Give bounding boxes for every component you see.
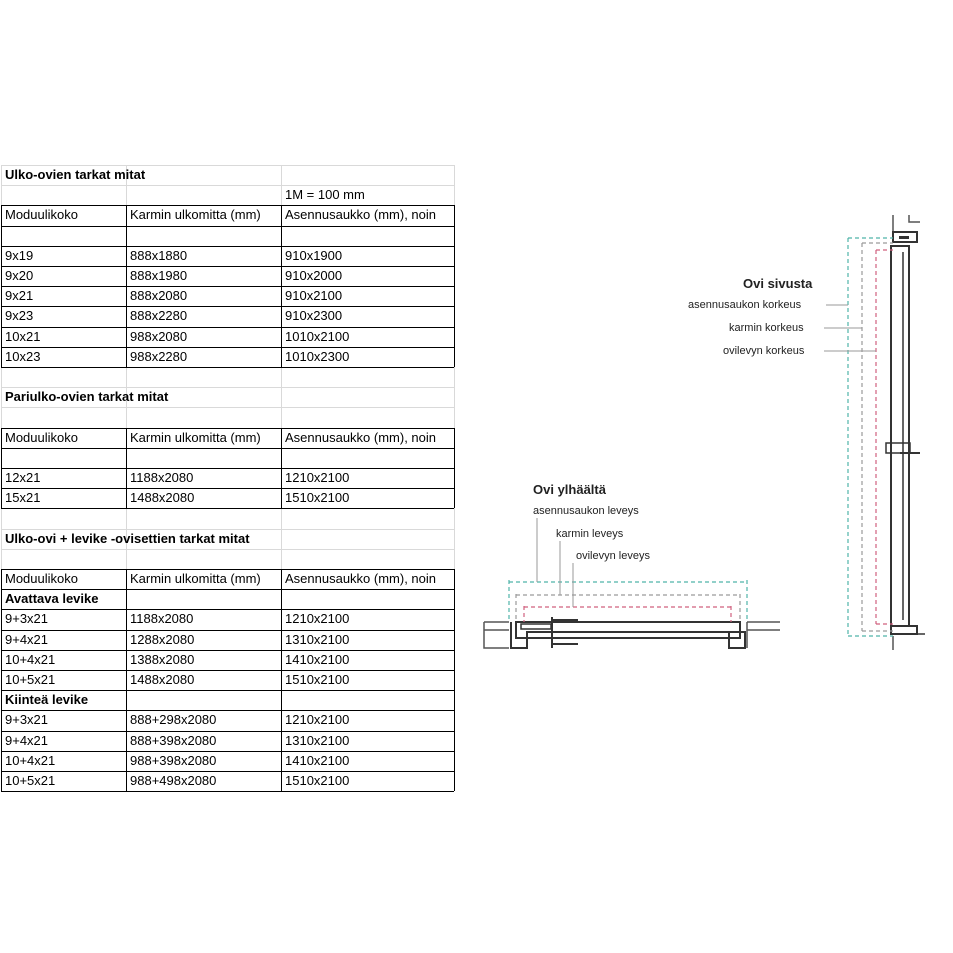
top-view-label-opening-width: asennusaukon leveys [533,505,639,517]
cell-opening-size: 1310x2100 [285,631,350,647]
header-module-size: Moduulikoko [5,207,78,223]
cell-frame-size: 1188x2080 [130,611,194,627]
cell-module-size: 9+4x21 [5,732,49,748]
cell-frame-size: 888x1980 [130,268,188,283]
cell-frame-size: 988+498x2080 [130,773,217,788]
cell-opening-size: 910x2100 [285,288,343,304]
side-view-label-frame-height: karmin korkeus [729,322,804,334]
header-frame-size: Karmin ulkomitta (mm) [130,429,261,445]
cell-opening-size: 1510x2100 [285,490,350,506]
top-view-label-leaf-width: ovilevyn leveys [576,550,650,562]
cell-module-size: 10+5x21 [5,672,56,687]
cell-frame-size: 988+398x2080 [130,752,217,768]
section-title: Ulko-ovi + levike -ovisettien tarkat mitat [5,530,250,546]
header-module-size: Moduulikoko [5,429,78,445]
header-frame-size: Karmin ulkomitta (mm) [130,207,261,223]
cell-opening-size: 1410x2100 [285,651,350,667]
cell-module-size: 10x23 [5,348,41,364]
cell-module-size: 10+4x21 [5,752,56,768]
cell-opening-size: 910x1900 [285,247,343,263]
cell-opening-size: 1510x2100 [285,773,350,788]
cell-frame-size: 1488x2080 [130,672,195,687]
cell-opening-size: 1010x2300 [285,348,350,364]
cell-opening-size: 1010x2100 [285,328,350,344]
unit-note: 1M = 100 mm [285,187,365,203]
cell-module-size: 9x23 [5,308,34,324]
top-view-label-frame-width: karmin leveys [556,528,624,540]
cell-module-size: 10+4x21 [5,651,56,667]
header-module-size: Moduulikoko [5,571,78,586]
cell-frame-size: 888+398x2080 [130,732,217,748]
cell-opening-size: 1210x2100 [285,470,350,485]
cell-frame-size: 988x2080 [130,328,188,344]
cell-module-size: 9x19 [5,247,34,263]
cell-frame-size: 888x2280 [130,308,188,324]
group-title: Kiinteä levike [5,692,89,708]
side-view-label-leaf-height: ovilevyn korkeus [723,345,805,357]
cell-module-size: 9x21 [5,288,34,304]
section-title: Ulko-ovien tarkat mitat [5,167,146,182]
cell-module-size: 10+5x21 [5,773,56,788]
cell-module-size: 9+3x21 [5,611,49,627]
section-title: Pariulko-ovien tarkat mitat [5,389,169,405]
cell-opening-size: 910x2300 [285,308,343,324]
cell-opening-size: 910x2000 [285,268,343,283]
cell-module-size: 15x21 [5,490,41,506]
cell-frame-size: 888x2080 [130,288,188,304]
cell-opening-size: 1310x2100 [285,732,350,748]
cell-frame-size: 888+298x2080 [130,712,217,728]
header-opening-size: Asennusaukko (mm), noin [285,429,437,445]
cell-opening-size: 1210x2100 [285,611,350,627]
cell-opening-size: 1410x2100 [285,752,350,768]
cell-opening-size: 1210x2100 [285,712,350,728]
cell-frame-size: 1488x2080 [130,490,195,506]
cell-frame-size: 1388x2080 [130,651,195,667]
header-opening-size: Asennusaukko (mm), noin [285,571,437,586]
cell-module-size: 9+3x21 [5,712,49,728]
cell-frame-size: 1288x2080 [130,631,195,647]
header-frame-size: Karmin ulkomitta (mm) [130,571,261,586]
cell-frame-size: 1188x2080 [130,470,194,485]
cell-module-size: 9x20 [5,268,34,283]
top-view-title: Ovi ylhäältä [533,482,606,497]
cell-module-size: 10x21 [5,328,41,344]
cell-module-size: 9+4x21 [5,631,49,647]
side-view-title: Ovi sivusta [743,276,813,291]
cell-opening-size: 1510x2100 [285,672,350,687]
cell-frame-size: 988x2280 [130,348,188,364]
header-opening-size: Asennusaukko (mm), noin [285,207,437,223]
side-view-label-opening-height: asennusaukon korkeus [688,299,802,311]
group-title: Avattava levike [5,591,99,607]
cell-module-size: 12x21 [5,470,41,485]
cell-frame-size: 888x1880 [130,247,188,263]
